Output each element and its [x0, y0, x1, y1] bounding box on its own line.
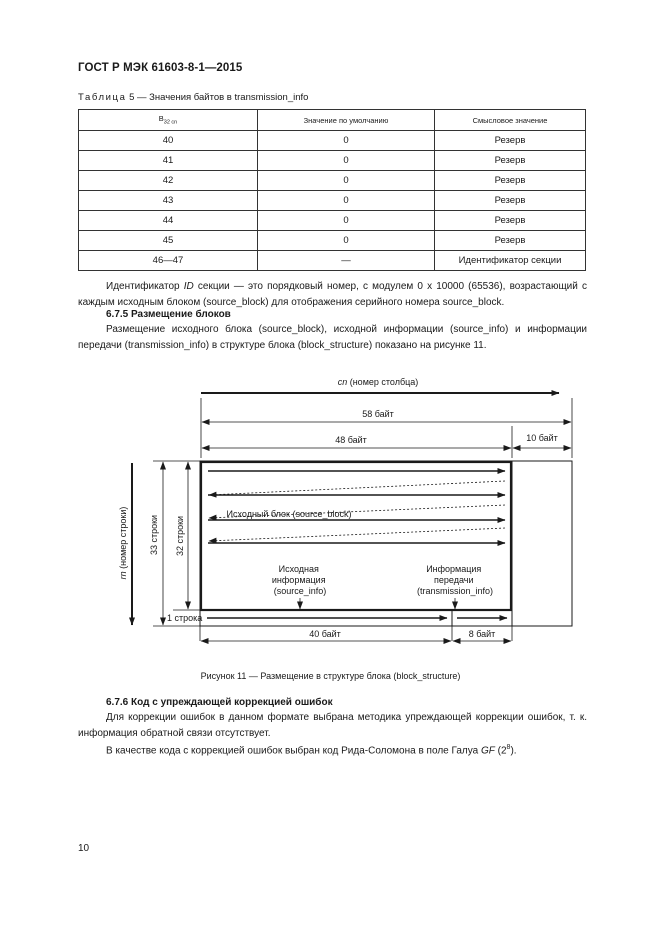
p4-mid: (2 — [494, 745, 507, 757]
p1-em: ID — [183, 281, 194, 292]
cell-byte: 43 — [79, 191, 258, 211]
table-row — [79, 171, 586, 191]
bytes-8-label: 8 байт — [468, 629, 496, 639]
table-caption-text: 5 — Значения байтов в transmission_info — [126, 92, 309, 103]
cell-default: 0 — [258, 151, 435, 171]
cell-meaning: Резерв — [435, 171, 586, 191]
source-block-label: Исходный блок (source_block) — [226, 509, 352, 519]
table-row — [79, 251, 586, 271]
total-bytes-label: 58 байт — [362, 409, 394, 419]
heading-6-7-6: 6.7.6 Код с упреждающей коррекцией ошибок — [106, 697, 333, 708]
p4-post: ). — [510, 745, 517, 757]
paragraph-block-placement: Размещение исходного блока (source_block), исходной информации (source_info) и информации передачи (transmission_info) в структуре блока (block_structure) показано на рисунке 11. — [78, 324, 587, 351]
p4-em: GF — [480, 745, 495, 757]
cell-byte: 45 — [79, 231, 258, 251]
cell-default: — — [258, 251, 435, 271]
paragraph-reed-solomon — [78, 740, 587, 759]
table-caption — [78, 92, 308, 103]
block-structure-figure — [0, 360, 661, 660]
cell-default: 0 — [258, 191, 435, 211]
cell-byte: 41 — [79, 151, 258, 171]
col-header-byte-sub: 32 cn — [163, 119, 178, 126]
cell-meaning: Резерв — [435, 131, 586, 151]
scan-return-arrow — [209, 528, 505, 541]
p4-pre: В качестве кода с коррекцией ошибок выбран код Рида-Соломона в поле Галуа — [106, 745, 481, 757]
transmission-info-label: Информация передачи (transmission_info) — [416, 564, 494, 596]
cell-meaning: Резерв — [435, 211, 586, 231]
cell-meaning: Резерв — [435, 191, 586, 211]
table-row — [79, 191, 586, 211]
page-number: 10 — [78, 843, 90, 854]
p4-sup: 8 — [506, 744, 511, 751]
rows-32-label: 32 строки — [175, 515, 185, 557]
col-header-default: Значение по умолчанию — [258, 110, 435, 131]
rows-33-label: 33 строки — [149, 514, 159, 556]
cell-meaning: Идентификатор секции — [435, 251, 586, 271]
column-axis-label: cn (номер столбца) — [337, 377, 419, 387]
heading-6-7-5: 6.7.5 Размещение блоков — [106, 309, 231, 320]
col-header-byte-main: B — [158, 114, 164, 124]
table-header-row — [79, 110, 586, 131]
byte-values-table — [78, 109, 586, 271]
cell-default: 0 — [258, 211, 435, 231]
paragraph-fec-method: Для коррекции ошибок в данном формате выбрана методика упреждающей коррекции ошибок, т. к. информация обратной связи отсутствует. — [78, 712, 587, 739]
cell-byte: 44 — [79, 211, 258, 231]
cell-meaning: Резерв — [435, 231, 586, 251]
p1-post: секции — это порядковый номер, с модулем 0 х 10000 (65536), возрастающий с каждым исходным блоком (source_block) для отображения серийного номера source_block. — [78, 281, 587, 308]
p1-pre: Идентификатор — [106, 281, 184, 292]
cell-byte: 46—47 — [79, 251, 258, 271]
cell-meaning: Резерв — [435, 151, 586, 171]
figure-caption: Рисунок 11 — Размещение в структуре блока (block_structure) — [200, 671, 461, 681]
table-row — [79, 231, 586, 251]
cell-default: 0 — [258, 131, 435, 151]
document-title: ГОСТ Р МЭК 61603-8-1—2015 — [78, 62, 243, 74]
scan-return-arrow — [209, 481, 505, 495]
right-bytes-label: 10 байт — [526, 433, 558, 443]
row-axis-label: rn (номер строки) — [118, 506, 128, 580]
col-header-meaning: Смысловое значение — [435, 110, 586, 131]
col-header-byte — [79, 110, 258, 131]
cell-default: 0 — [258, 171, 435, 191]
paragraph-section-id — [78, 279, 587, 310]
bytes-40-label: 40 байт — [309, 629, 341, 639]
table-row — [79, 131, 586, 151]
source-info-label: Исходная информация (source_info) — [271, 564, 327, 596]
table-row — [79, 151, 586, 171]
one-row-label: 1 строка — [167, 613, 203, 623]
table-row — [79, 211, 586, 231]
cell-byte: 40 — [79, 131, 258, 151]
cell-default: 0 — [258, 231, 435, 251]
table-caption-label: Таблица — [78, 92, 127, 103]
left-bytes-label: 48 байт — [335, 435, 367, 445]
cell-byte: 42 — [79, 171, 258, 191]
